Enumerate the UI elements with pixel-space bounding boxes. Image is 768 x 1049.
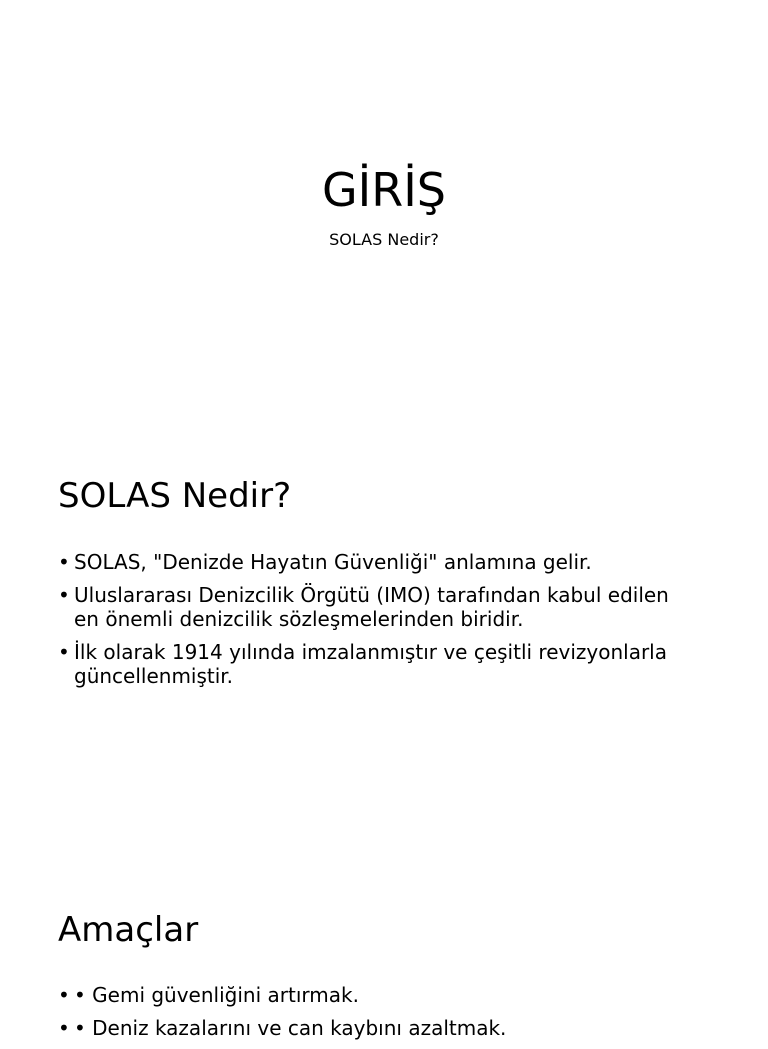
list-item-text: İlk olarak 1914 yılında imzalanmıştır ve çeşitli revizyonlarla güncellenmiştir. <box>74 640 667 688</box>
list-item <box>58 640 698 688</box>
list-item-text: • Gemi güvenliğini artırmak. <box>74 983 359 1007</box>
slide-title: GİRİŞ <box>322 163 446 217</box>
bullet-icon: • <box>58 583 70 607</box>
list-item <box>58 1016 698 1040</box>
list-item <box>58 583 698 631</box>
list-item-text: SOLAS, "Denizde Hayatın Güvenliği" anlamına gelir. <box>74 550 592 574</box>
section-heading-solas: SOLAS Nedir? <box>58 476 292 516</box>
bullet-icon: • <box>58 1016 70 1040</box>
list-item <box>58 983 698 1007</box>
bullet-icon: • <box>58 983 70 1007</box>
amaclar-bullet-list <box>58 983 698 1049</box>
bullet-icon: • <box>58 640 70 664</box>
bullet-icon: • <box>58 550 70 574</box>
section-heading-amaclar: Amaçlar <box>58 910 199 950</box>
list-item-text: • Deniz kazalarını ve can kaybını azaltmak. <box>74 1016 507 1040</box>
list-item-text: Uluslararası Denizcilik Örgütü (IMO) tarafından kabul edilen en önemli denizcilik sözleşmelerinden biridir. <box>74 583 669 631</box>
slide-subtitle: SOLAS Nedir? <box>329 230 439 249</box>
solas-bullet-list <box>58 550 698 697</box>
list-item <box>58 550 698 574</box>
